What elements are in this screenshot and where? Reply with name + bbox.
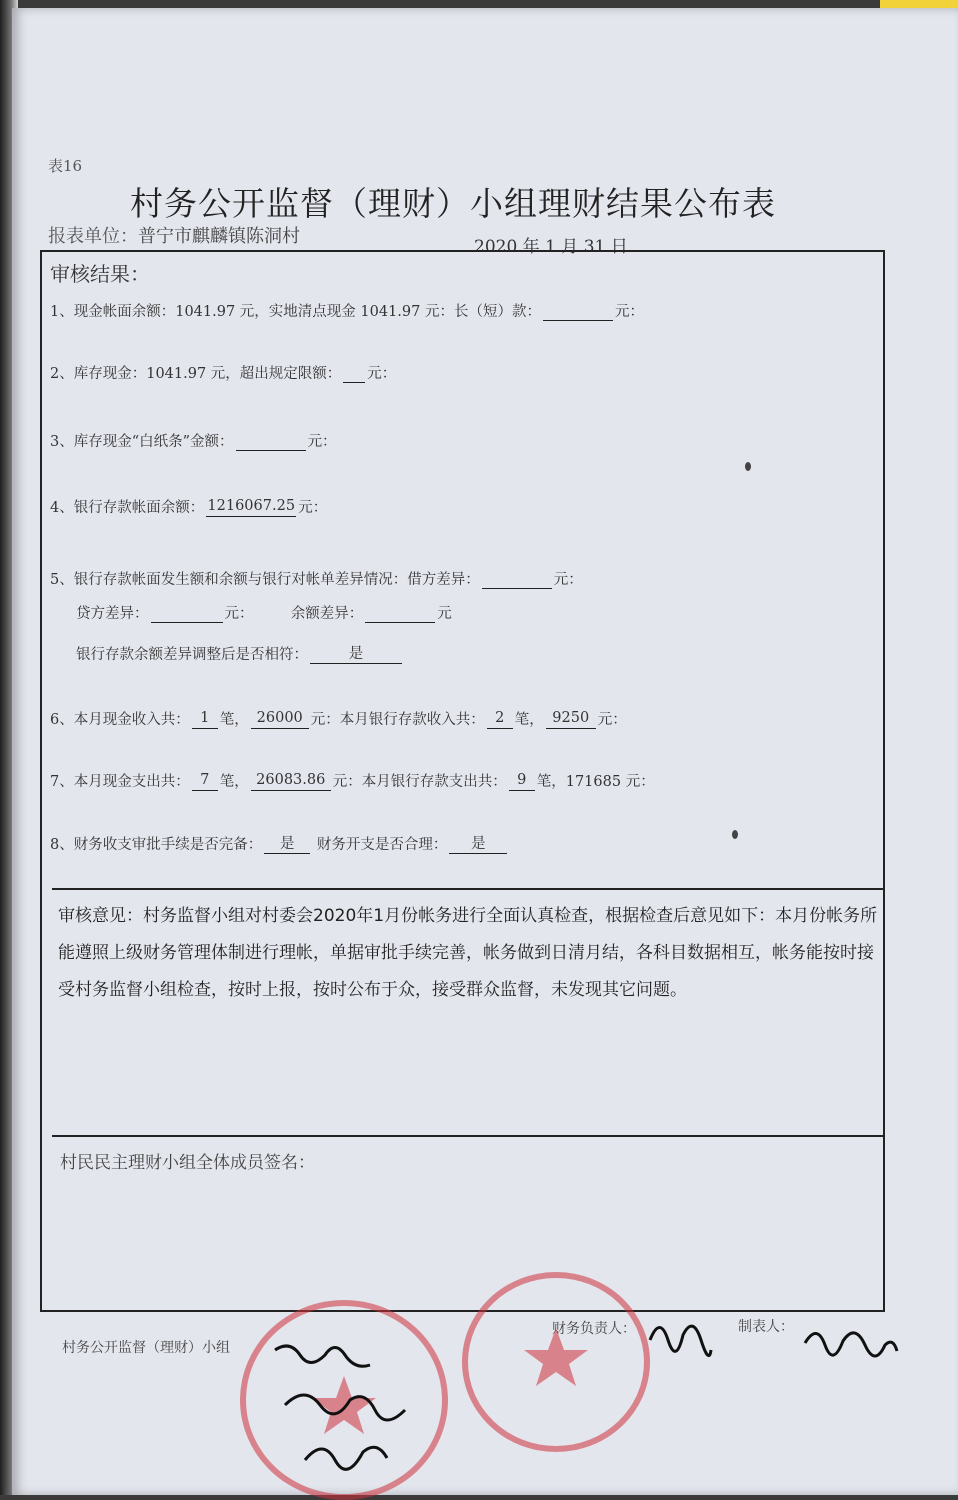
audit-line-5: 5、银行存款帐面发生额和余额与银行对帐单差异情况：借方差异： 元： — [50, 572, 583, 588]
audit-line-8: 8、财务收支审批手续是否完备： 是 财务开支是否合理： 是 — [50, 832, 509, 854]
reconciled-field: 是 — [310, 642, 402, 664]
document-title: 村务公开监督（理财）小组理财结果公布表 — [130, 184, 776, 223]
audit-heading: 审核结果： — [50, 262, 150, 286]
divider-signatures — [52, 1135, 885, 1137]
handwritten-signatures — [265, 1330, 425, 1490]
unit-label: 报表单位： — [48, 226, 138, 247]
preparer-signature — [800, 1318, 900, 1368]
finance-lead-signature — [645, 1310, 715, 1360]
balance-diff-field — [365, 604, 435, 623]
audit-line-4: 4、银行存款帐面余额： 1216067.25 元： — [50, 498, 328, 516]
bank-balance-field: 1216067.25 — [206, 498, 296, 517]
ink-dot — [745, 462, 751, 471]
seal-star-icon — [468, 1278, 644, 1446]
excess-field — [343, 364, 365, 383]
reporting-unit — [48, 222, 300, 248]
audit-line-5b: 贷方差异： 元： 余额差异： 元 — [76, 606, 452, 622]
divider-opinion — [52, 888, 885, 890]
preparer-label: 制表人： — [738, 1319, 794, 1335]
form-number: 表16 — [48, 157, 83, 175]
credit-diff-field — [151, 604, 223, 623]
group-leader-label: 村务公开监督（理财）小组 — [62, 1340, 230, 1356]
audit-line-2: 2、库存现金：1041.97 元，超出规定限额： 元： — [50, 366, 397, 382]
debit-diff-field — [482, 570, 552, 589]
audit-line-3: 3、库存现金“白纸条”金额： 元： — [50, 434, 337, 450]
finance-lead-label: 财务负责人： — [552, 1321, 636, 1337]
iou-field — [236, 432, 306, 451]
village-committee-seal — [462, 1272, 650, 1452]
audit-line-1: 1、现金帐面余额：1041.97 元，实地清点现金 1041.97 元：长（短）款： 元： — [50, 304, 644, 320]
unit-name: 普宁市麒麟镇陈洞村 — [138, 226, 300, 247]
audit-line-6: 6、本月现金收入共： 1 笔， 26000 元：本月银行存款收入共： 2 笔， 9250 元： — [50, 710, 627, 728]
members-signature-label: 村民民主理财小组全体成员签名： — [60, 1153, 315, 1173]
audit-line-5c: 银行存款余额差异调整后是否相符： 是 — [76, 642, 404, 664]
ink-dot — [732, 830, 738, 839]
shortage-field — [543, 302, 613, 321]
report-date: 2020 年 1 月 31 日 — [474, 237, 628, 257]
audit-line-7: 7、本月现金支出共： 7 笔， 26083.86 元：本月银行存款支出共： 9 笔，171685 元： — [50, 772, 655, 790]
audit-opinion: 审核意见：村务监督小组对村委会2020年1月份帐务进行全面认真检查，根据检查后意见如下：本月份帐务所能遵照上级财务管理体制进行理帐，单据审批手续完善，帐务做到日清月结，各科目数据相互，帐务能按时接受村务监督小组检查，按时上报，按时公布于众，接受群众监督，未发现其它问题。 — [58, 906, 878, 1000]
